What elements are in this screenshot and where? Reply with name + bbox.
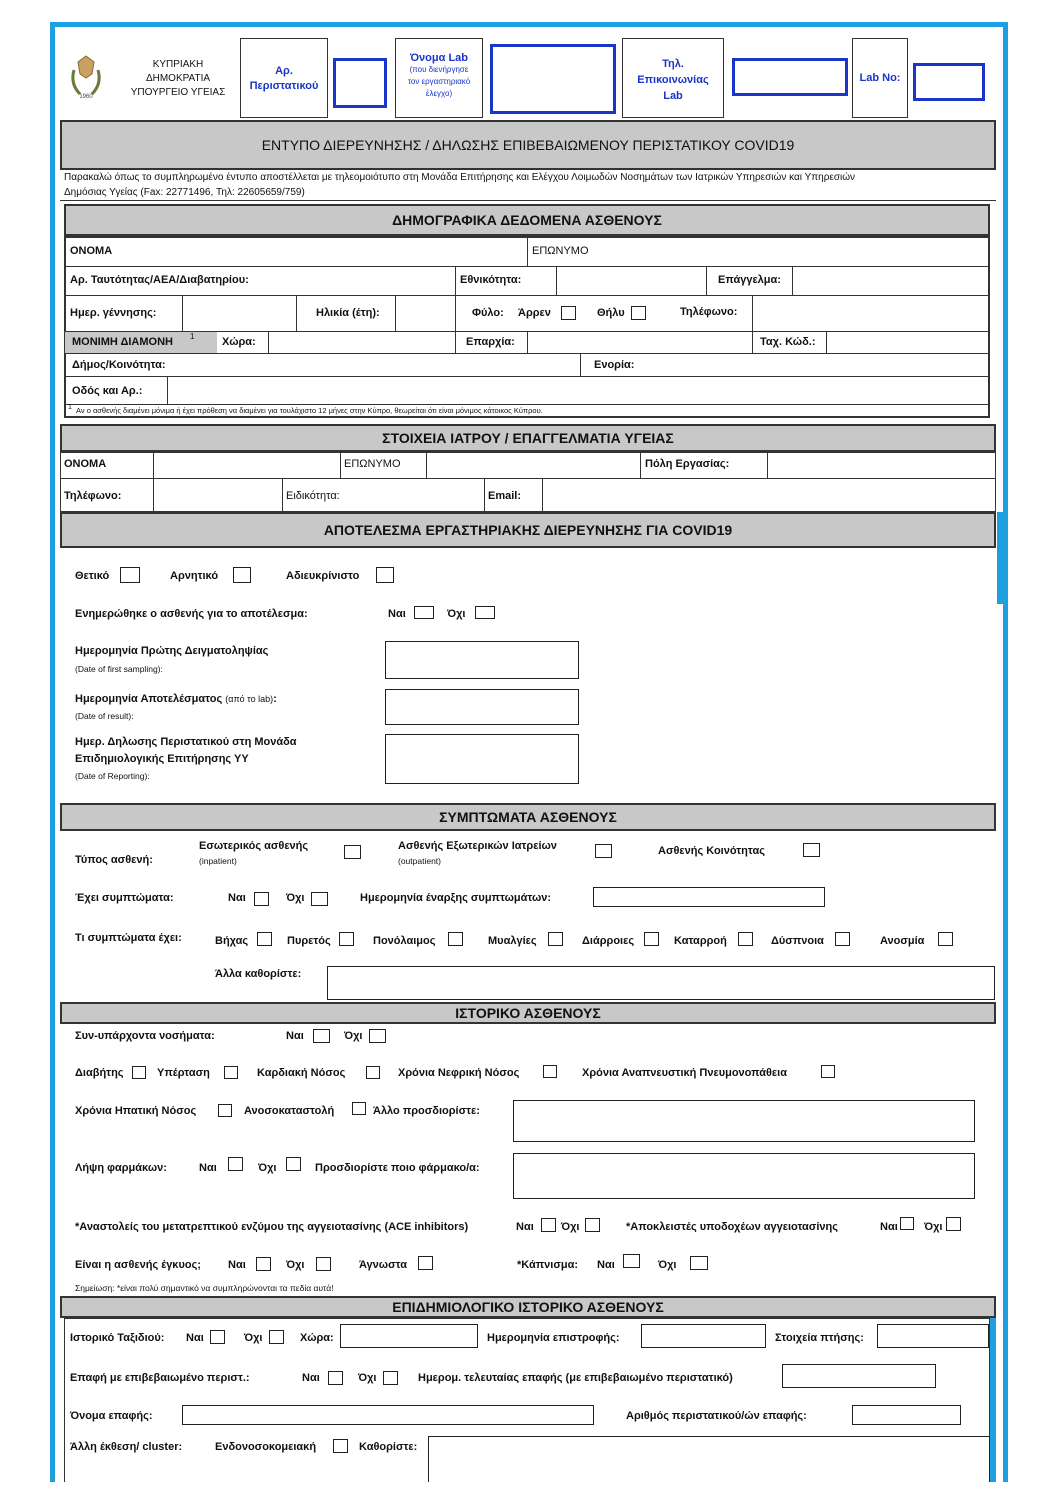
which-medication-label: Προσδιορίστε ποιο φάρμακο/α: [315, 1162, 480, 1174]
flight-details-label: Στοιχεία πτήσης: [775, 1332, 864, 1344]
footnote-number: 1 [68, 404, 72, 411]
case-number-label-line-1: Αρ. [275, 65, 293, 77]
contact-case-number-label: Αριθμός περιστατικού/ών επαφής: [626, 1410, 807, 1422]
residence-footnote: Αν ο ασθενής διαμένει μόνιμα ή έχει πρόθεση να διαμένει για τουλάχιστο 12 μήνες στην Κύπρο, θεωρείται ότι είναι μόνιμος κάτοικος Κύπρου. [76, 406, 543, 415]
history-note: Σημείωση: *είναι πολύ σημαντικό να συμπληρώνονται τα πεδία αυτά! [75, 1283, 334, 1293]
org-line-3: ΥΠΟΥΡΓΕΙΟ ΥΓΕΙΑΣ [130, 87, 226, 98]
unclear-label: Αδιευκρίνιστο [286, 570, 360, 582]
col-line [426, 452, 427, 478]
copd-label: Χρόνια Αναπνευστική Πνευμονοπάθεια [582, 1067, 787, 1079]
col-line [580, 353, 581, 376]
specialty-label: Ειδικότητα: [286, 490, 340, 502]
male-checkbox[interactable] [561, 306, 576, 320]
symptoms-no-checkbox[interactable] [311, 892, 328, 906]
col-line [182, 295, 183, 331]
epi-section-title: ΕΠΙΔΗΜΙΟΛΟΓΙΚΟ ΙΣΤΟΡΙΚΟ ΑΣΘΕΝΟΥΣ [60, 1296, 996, 1318]
org-line-2: ΔΗΜΟΚΡΑΤΙΑ [145, 73, 211, 84]
lab-no-label: Lab No: [859, 72, 901, 84]
col-line [282, 478, 283, 512]
sore-throat-checkbox[interactable] [448, 932, 463, 946]
pregnant-label: Είναι η ασθενής έγκυος; [75, 1259, 201, 1271]
inpatient-checkbox[interactable] [344, 845, 361, 859]
postcode-label: Ταχ. Κώδ.: [760, 336, 816, 348]
other-exposure-label: Άλλη έκθεση/ cluster: [70, 1441, 183, 1453]
col-line [527, 236, 528, 266]
community-checkbox[interactable] [803, 843, 820, 857]
hypertension-label: Υπέρταση [157, 1067, 210, 1079]
smoking-yes-checkbox[interactable] [623, 1254, 640, 1268]
lab-phone-line-3: Lab [663, 90, 683, 102]
contact-yes-label: Ναι [302, 1372, 320, 1384]
last-contact-date-input[interactable] [782, 1364, 936, 1388]
parish-label: Ενορία: [594, 359, 635, 371]
flight-details-input[interactable] [877, 1324, 989, 1348]
first-sampling-label: Ημερομηνία Πρώτης Δειγματοληψίας [75, 645, 269, 657]
symptoms-no-label: Όχι [286, 892, 305, 904]
myalgia-checkbox[interactable] [548, 932, 563, 946]
cough-checkbox[interactable] [257, 932, 272, 946]
arb-no-label: Όχι [924, 1221, 943, 1233]
outpatient-en-label: (outpatient) [398, 856, 441, 866]
doctor-table [60, 452, 996, 512]
lab-phone-line-1: Τηλ. [662, 58, 684, 70]
residence-footnote-mark: 1 [190, 332, 195, 341]
travel-country-input[interactable] [340, 1324, 478, 1348]
fever-checkbox[interactable] [339, 932, 354, 946]
arb-yes-checkbox[interactable] [900, 1217, 914, 1230]
runny-nose-label: Καταρροή [674, 935, 727, 947]
col-line [484, 478, 485, 512]
travel-history-label: Ιστορικό Ταξιδιού: [70, 1332, 165, 1344]
district-label: Επαρχία: [466, 336, 515, 348]
myalgia-label: Μυαλγίες [488, 935, 537, 947]
cough-label: Βήχας [215, 935, 249, 947]
first-sampling-en-label: (Date of first sampling): [75, 664, 163, 674]
medication-yes-checkbox[interactable] [228, 1157, 243, 1171]
contact-no-label: Όχι [358, 1372, 377, 1384]
medication-no-checkbox[interactable] [286, 1157, 301, 1171]
other-symptoms-label: Άλλα καθορίστε: [215, 968, 302, 980]
frame-accent [997, 512, 1003, 604]
col-line [752, 295, 753, 331]
col-line [527, 331, 528, 353]
fever-label: Πυρετός [287, 935, 331, 947]
case-number-input[interactable] [333, 58, 387, 108]
renal-checkbox[interactable] [543, 1065, 557, 1078]
positive-checkbox[interactable] [120, 567, 140, 583]
positive-label: Θετικό [75, 570, 110, 582]
comorbidities-no-checkbox[interactable] [369, 1029, 386, 1043]
runny-nose-checkbox[interactable] [738, 932, 753, 946]
ace-yes-label: Ναι [516, 1221, 534, 1233]
ace-no-checkbox[interactable] [585, 1218, 600, 1232]
diarrhea-label: Διάρροιες [582, 935, 635, 947]
col-line [767, 452, 768, 478]
pregnant-unknown-label: Άγνωστα [359, 1259, 407, 1271]
dyspnea-label: Δύσπνοια [771, 935, 824, 947]
svg-text:1960: 1960 [79, 94, 93, 100]
informed-yes-label: Ναι [388, 608, 406, 620]
pregnant-no-label: Όχι [286, 1259, 305, 1271]
sore-throat-label: Πονόλαιμος [373, 935, 436, 947]
col-line [706, 266, 707, 295]
col-line [826, 331, 827, 353]
liver-label: Χρόνια Ηπατική Νόσος [75, 1105, 197, 1117]
other-condition-input[interactable] [513, 1100, 975, 1142]
diarrhea-checkbox[interactable] [644, 932, 659, 946]
female-checkbox[interactable] [631, 306, 646, 320]
row-line [64, 295, 990, 296]
liver-checkbox[interactable] [218, 1104, 232, 1117]
community-label: Ασθενής Κοινότητας [658, 845, 765, 857]
result-date-text: Ημερομηνία Αποτελέσματος [75, 693, 223, 705]
smoking-yes-label: Ναι [597, 1259, 615, 1271]
symptoms-section-title: ΣΥΜΠΤΩΜΑΤΑ ΑΣΘΕΝΟΥΣ [60, 803, 996, 831]
informed-no-checkbox[interactable] [475, 606, 495, 619]
immunosuppression-label: Ανοσοκαταστολή [244, 1105, 335, 1117]
last-contact-date-label: Ημερομ. τελευταίας επαφής (με επιβεβαιωμένο περιστατικό) [418, 1372, 733, 1384]
comorbidities-yes-checkbox[interactable] [313, 1029, 330, 1043]
symptoms-yes-label: Ναι [228, 892, 246, 904]
first-sampling-date-input[interactable] [385, 641, 579, 679]
lab-name-note-1: (που διενήργησε [409, 65, 469, 74]
col-line [542, 478, 543, 512]
patient-phone-label: Τηλέφωνο: [680, 306, 738, 318]
comorbidities-label: Συν-υπάρχοντα νοσήματα: [75, 1030, 215, 1042]
informed-yes-checkbox[interactable] [414, 606, 434, 619]
result-date-colon: : [273, 693, 277, 705]
specify-exposure-input[interactable] [428, 1436, 990, 1482]
age-label: Ηλικία (έτη): [316, 307, 380, 319]
work-city-label: Πόλη Εργασίας: [645, 458, 730, 470]
symptoms-yes-checkbox[interactable] [254, 892, 269, 906]
reporting-date-en-label: (Date of Reporting): [75, 771, 150, 781]
specify-label: Καθορίστε: [359, 1441, 418, 1453]
patient-surname-label: ΕΠΩΝΥΜΟ [532, 245, 589, 257]
lab-name-note-2: τον εργαστηριακό [407, 77, 471, 86]
col-line [167, 376, 168, 404]
informed-no-label: Όχι [447, 608, 466, 620]
case-number-label [240, 64, 328, 94]
other-condition-label: Άλλο προσδιορίστε: [373, 1105, 480, 1117]
lab-name-note-3: έλεγχο) [425, 89, 453, 98]
unclear-checkbox[interactable] [376, 567, 394, 583]
doctor-first-name-label: ΟΝΟΜΑ [64, 458, 107, 470]
col-line [455, 295, 456, 331]
col-line [268, 331, 269, 353]
patient-id-label: Αρ. Ταυτότητας/ΑΕΑ/Διαβατηρίου: [70, 274, 249, 286]
patient-first-name-label: ΟΝΟΜΑ [70, 245, 113, 257]
row-line [60, 478, 996, 479]
cardiac-label: Καρδιακή Νόσος [257, 1067, 346, 1079]
org-name [128, 58, 228, 100]
history-section-title: ΙΣΤΟΡΙΚΟ ΑΣΘΕΝΟΥΣ [60, 1002, 996, 1024]
smoking-no-label: Όχι [658, 1259, 677, 1271]
lab-phone-input[interactable] [732, 58, 848, 96]
medication-no-label: Όχι [258, 1162, 277, 1174]
street-label: Οδός και Αρ.: [72, 385, 143, 397]
onset-date-label: Ημερομηνία έναρξης συμπτωμάτων: [360, 892, 552, 904]
dyspnea-checkbox[interactable] [835, 932, 850, 946]
doctor-phone-label: Τηλέφωνο: [64, 490, 122, 502]
result-date-label [75, 693, 277, 705]
other-symptoms-input[interactable] [327, 966, 995, 1000]
instructions-line-1: Παρακαλώ όπως το συμπληρωμένο έντυπο αποστέλλεται με τηλεομοιότυπο στη Μονάδα Επιτήρησης και Ελέγχου Λοιμωδών Νοσημάτων των Ιατρικών Υπηρεσιών και Υπηρεσιών [64, 172, 856, 183]
inpatient-label: Εσωτερικός ασθενής [199, 840, 309, 852]
frame-accent [990, 1318, 996, 1482]
travel-no-checkbox[interactable] [269, 1330, 284, 1344]
which-symptoms-label: Τι συμπτώματα έχει: [75, 932, 182, 944]
hypertension-checkbox[interactable] [224, 1066, 238, 1079]
negative-checkbox[interactable] [233, 567, 251, 583]
email-label: Email: [488, 490, 522, 502]
birth-date-label: Ημερ. γέννησης: [70, 307, 157, 319]
nosocomial-checkbox[interactable] [333, 1439, 348, 1453]
copd-checkbox[interactable] [821, 1065, 835, 1078]
government-crest-icon [66, 50, 106, 102]
ace-no-label: Όχι [561, 1221, 580, 1233]
col-line [455, 266, 456, 295]
nationality-label: Εθνικότητα: [460, 274, 522, 286]
residence-label: ΜΟΝΙΜΗ ΔΙΑΜΟΝΗ [72, 336, 173, 348]
row-line [64, 266, 990, 267]
medication-yes-label: Ναι [199, 1162, 217, 1174]
result-date-input[interactable] [385, 689, 579, 725]
inpatient-en-label: (inpatient) [199, 856, 237, 866]
contact-label: Επαφή με επιβεβαιωμένο περιστ.: [70, 1372, 250, 1384]
which-medication-input[interactable] [513, 1153, 975, 1199]
return-date-input[interactable] [641, 1324, 766, 1348]
outpatient-label: Ασθενής Εξωτερικών Ιατρείων [398, 840, 557, 852]
reporting-date-label-1: Ημερ. Δηλωσης Περιστατικού στη Μονάδα [75, 736, 297, 748]
lab-phone-line-2: Επικοινωνίας [637, 74, 709, 86]
reporting-date-input[interactable] [385, 734, 579, 784]
instructions-line-2: Δημόσιας Υγείας (Fax: 22771496, Τηλ: 22605659/759) [64, 187, 305, 198]
row-line [64, 376, 990, 377]
contact-name-input[interactable] [182, 1405, 594, 1425]
sex-label: Φύλο: [472, 307, 504, 319]
col-line [153, 452, 154, 512]
arb-yes-label: Ναι [880, 1221, 898, 1233]
demographics-section-title: ΔΗΜΟΓΡΑΦΙΚΑ ΔΕΔΟΜΕΝΑ ΑΣΘΕΝΟΥΣ [64, 204, 990, 236]
lab-name-input[interactable] [490, 44, 616, 114]
contact-case-number-input[interactable] [852, 1405, 961, 1425]
smoking-label: *Κάπνισμα: [517, 1259, 579, 1271]
col-line [296, 295, 297, 331]
result-date-en-label: (Date of result): [75, 711, 134, 721]
ace-yes-checkbox[interactable] [541, 1218, 556, 1232]
onset-date-input[interactable] [593, 887, 825, 907]
diabetes-checkbox[interactable] [132, 1066, 146, 1079]
doctor-section-title: ΣΤΟΙΧΕΙΑ ΙΑΤΡΟΥ / ΕΠΑΓΓΕΛΜΑΤΙΑ ΥΓΕΙΑΣ [60, 424, 996, 452]
org-line-1: ΚΥΠΡΙΑΚΗ [152, 59, 204, 70]
col-line [395, 295, 396, 331]
has-symptoms-label: Έχει συμπτώματα: [75, 892, 174, 904]
occupation-label: Επάγγελμα: [718, 274, 781, 286]
col-line [752, 331, 753, 353]
result-date-small: (από το lab) [225, 694, 274, 704]
col-line [455, 331, 456, 353]
cardiac-checkbox[interactable] [366, 1066, 380, 1079]
pregnant-yes-label: Ναι [228, 1259, 246, 1271]
lab-result-section-title: ΑΠΟΤΕΛΕΣΜΑ ΕΡΓΑΣΤΗΡΙΑΚΗΣ ΔΙΕΡΕΥΝΗΣΗΣ ΓΙΑ COVID19 [60, 512, 996, 548]
return-date-label: Ημερομηνία επιστροφής: [487, 1332, 620, 1344]
pregnant-no-checkbox[interactable] [316, 1257, 331, 1271]
anosmia-checkbox[interactable] [938, 932, 953, 946]
negative-label: Αρνητικό [170, 570, 219, 582]
doctor-surname-label: ΕΠΩΝΥΜΟ [344, 458, 401, 470]
col-line [792, 266, 793, 295]
pregnant-unknown-checkbox[interactable] [418, 1256, 433, 1270]
male-label: Άρρεν [518, 307, 551, 319]
col-line [340, 452, 341, 478]
lab-name-title: Όνομα Lab [409, 52, 468, 64]
comorbidities-yes-label: Ναι [286, 1030, 304, 1042]
lab-no-input[interactable] [913, 63, 985, 101]
outpatient-checkbox[interactable] [595, 844, 612, 858]
contact-yes-checkbox[interactable] [328, 1371, 343, 1385]
smoking-no-checkbox[interactable] [690, 1256, 708, 1270]
informed-label: Ενημερώθηκε ο ασθενής για το αποτέλεσμα: [75, 608, 308, 620]
divider [60, 200, 996, 201]
lab-name-label [395, 52, 483, 100]
comorbidities-no-label: Όχι [344, 1030, 363, 1042]
reporting-date-label-2: Επιδημιολογικής Επιτήρησης ΥΥ [75, 753, 249, 765]
arb-no-checkbox[interactable] [946, 1217, 961, 1231]
lab-phone-label [622, 56, 724, 104]
col-line [640, 452, 641, 478]
municipality-label: Δήμος/Κοινότητα: [72, 359, 166, 371]
col-line [556, 266, 557, 295]
patient-type-label: Τύπος ασθενή: [75, 854, 153, 866]
country-label: Χώρα: [222, 336, 256, 348]
contact-no-checkbox[interactable] [383, 1371, 398, 1385]
pregnant-yes-checkbox[interactable] [256, 1257, 271, 1271]
row-line [64, 404, 990, 405]
travel-country-label: Χώρα: [300, 1332, 334, 1344]
travel-no-label: Όχι [244, 1332, 263, 1344]
diabetes-label: Διαβήτης [75, 1067, 124, 1079]
contact-name-label: Όνομα επαφής: [70, 1410, 153, 1422]
travel-yes-checkbox[interactable] [210, 1330, 225, 1344]
travel-yes-label: Ναι [186, 1332, 204, 1344]
immunosuppression-checkbox[interactable] [352, 1102, 366, 1115]
renal-label: Χρόνια Νεφρική Νόσος [398, 1067, 520, 1079]
female-label: Θήλυ [597, 307, 625, 319]
case-number-label-line-2: Περιστατικού [249, 80, 319, 92]
row-line [64, 353, 990, 354]
nosocomial-label: Ενδονοσοκομειακή [215, 1441, 317, 1453]
medication-label: Λήψη φαρμάκων: [75, 1162, 167, 1174]
form-title: ΕΝΤΥΠΟ ΔΙΕΡΕΥΝΗΣΗΣ / ΔΗΛΩΣΗΣ ΕΠΙΒΕΒΑΙΩΜΕΝΟΥ ΠΕΡΙΣΤΑΤΙΚΟΥ COVID19 [60, 120, 996, 170]
ace-inhibitors-label: *Αναστολείς του μετατρεπτικού ενζύμου της αγγειοτασίνης (ACE inhibitors) [75, 1221, 469, 1233]
arb-label: *Αποκλειστές υποδοχέων αγγειοτασίνης [626, 1221, 838, 1233]
anosmia-label: Ανοσμία [880, 935, 925, 947]
